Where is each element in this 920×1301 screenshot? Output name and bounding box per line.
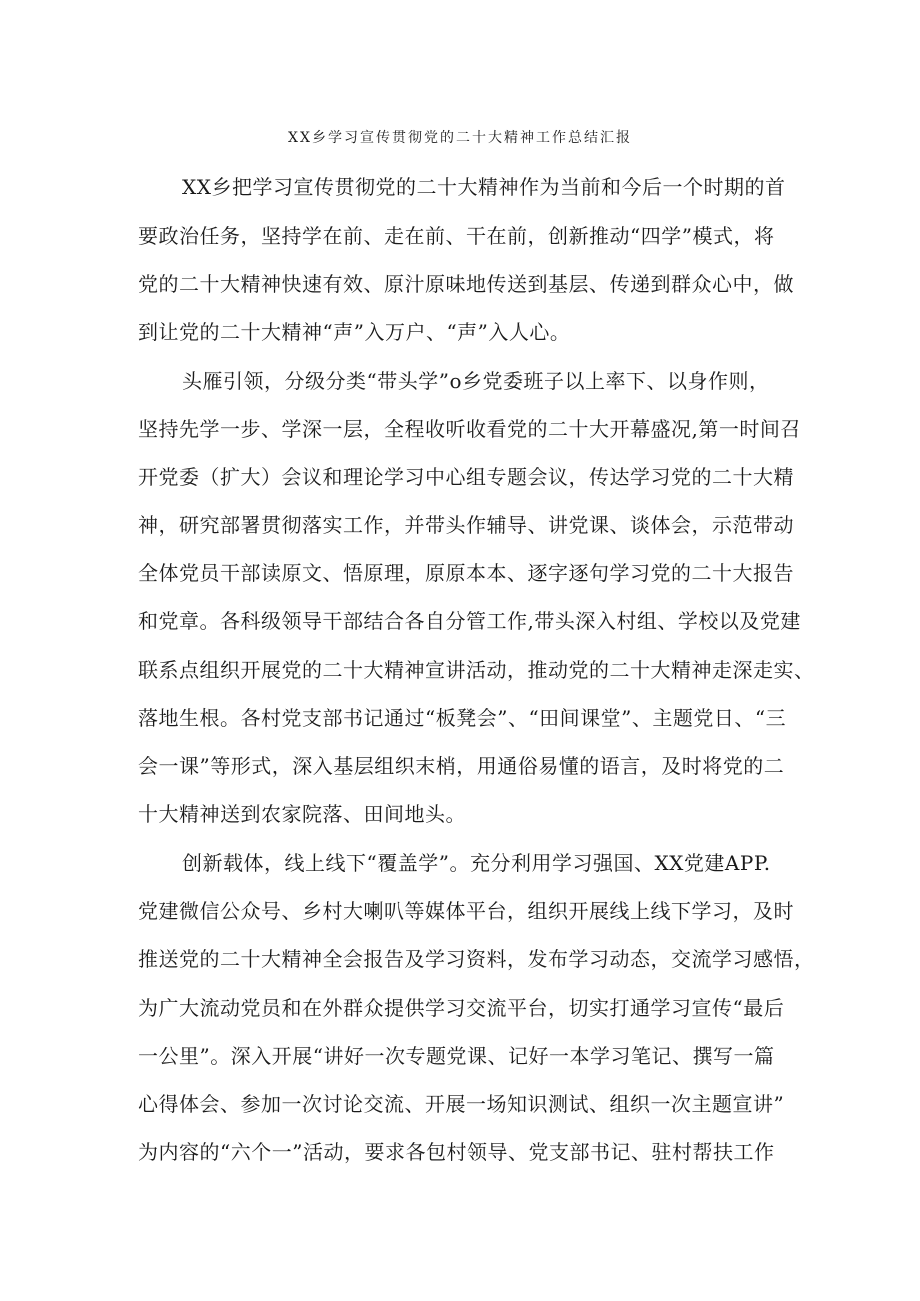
paragraph-line: 到让党的二十大精神“声”入万户、“声”入人心。 [138, 320, 571, 344]
paragraph-line: 开党委（扩大）会议和理论学习中心组专题会议，传达学习党的二十大精 [138, 465, 794, 489]
paragraph-line: 创新载体，线上线下“覆盖学”。充分利用学习强国、XX党建APP. [182, 851, 771, 875]
paragraph-line: 要政治任务，坚持学在前、走在前、干在前，创新推动“四学”模式，将 [138, 224, 775, 248]
paragraph-line: 十大精神送到农家院落、田间地头。 [138, 802, 466, 826]
paragraph-line: 推送党的二十大精神全会报告及学习资料，发布学习动态，交流学习感悟， [138, 947, 815, 971]
document-title: XX乡学习宣传贯彻党的二十大精神工作总结汇报 [288, 130, 632, 146]
paragraph-line: 和党章。各科级领导干部结合各自分管工作,带头深入村组、学校以及党建 [138, 609, 801, 633]
paragraph-line: 神，研究部署贯彻落实工作，并带头作辅导、讲党课、谈体会，示范带动 [138, 513, 794, 537]
paragraph-line: 联系点组织开展党的二十大精神宣讲活动，推动党的二十大精神走深走实、 [138, 658, 815, 682]
paragraph-line: 会一课”等形式，深入基层组织末梢，用通俗易懂的语言，及时将党的二 [138, 754, 785, 778]
paragraph-line: 头雁引领，分级分类“带头学”o乡党委班子以上率下、以身作则， [182, 369, 770, 393]
paragraph-line: XX乡把学习宣传贯彻党的二十大精神作为当前和今后一个时期的首 [182, 175, 786, 199]
paragraph-line: 心得体会、参加一次讨论交流、开展一场知识测试、组织一次主题宣讲” [138, 1092, 785, 1116]
paragraph-line: 坚持先学一步、学深一层，全程收听收看党的二十大开幕盛况,第一时间召 [138, 417, 801, 441]
paragraph-line: 为广大流动党员和在外群众提供学习交流平台，切实打通学习宣传“最后 [138, 996, 785, 1020]
paragraph-line: 全体党员干部读原文、悟原理，原原本本、逐字逐句学习党的二十大报告 [138, 561, 794, 585]
paragraph-line: 党的二十大精神快速有效、原汁原味地传送到基层、传递到群众心中，做 [138, 272, 794, 296]
paragraph-line: 党建微信公众号、乡村大喇叭等媒体平台，组织开展线上线下学习，及时 [138, 899, 794, 923]
paragraph-line: 落地生根。各村党支部书记通过“板凳会”、“田间课堂”、主题党日、“三 [138, 706, 787, 730]
paragraph-line: 一公里”。深入开展“讲好一次专题党课、记好一本学习笔记、撰写一篇 [138, 1044, 775, 1068]
paragraph-line: 为内容的“六个一”活动，要求各包村领导、党支部书记、驻村帮扶工作 [138, 1140, 775, 1164]
